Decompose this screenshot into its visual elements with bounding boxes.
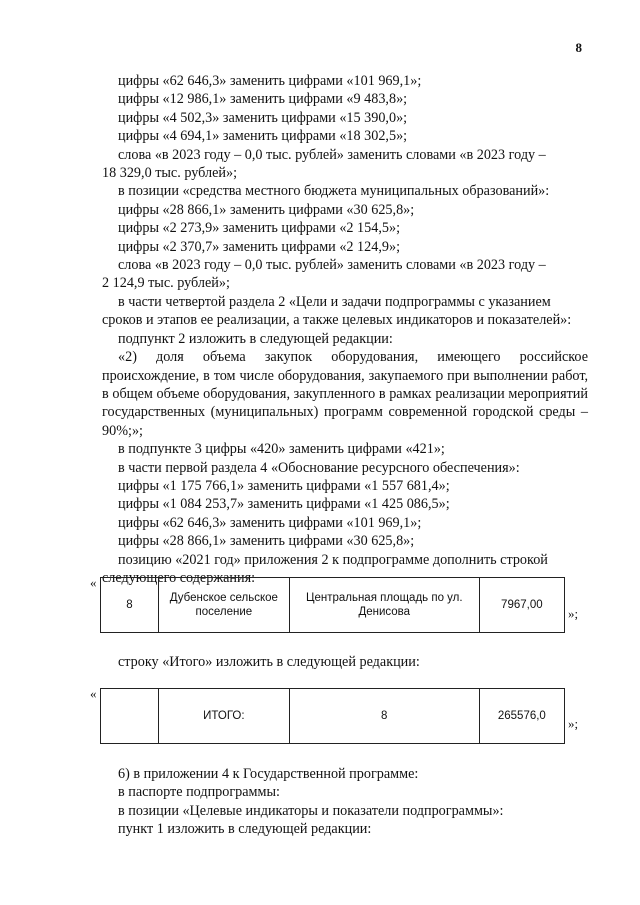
quote-close: »; (568, 716, 579, 731)
text-line: пункт 1 изложить в следующей редакции: (118, 821, 372, 838)
text-line: цифры «28 866,1» заменить цифрами «30 625,8»; (118, 201, 415, 218)
quote-close: »; (568, 606, 579, 621)
table-row (101, 578, 565, 633)
quote-open: « (90, 575, 97, 590)
text-line: позицию «2021 год» приложения 2 к подпрограмме дополнить строкой (118, 551, 548, 568)
text-line: подпункт 2 изложить в следующей редакции: (118, 330, 393, 347)
cell-count: 8 (289, 689, 479, 744)
text-line: сроков и этапов ее реализации, а также целевых индикаторов и показателей»: (102, 312, 572, 329)
text-line: цифры «62 646,3» заменить цифрами «101 969,1»; (118, 514, 422, 531)
table-total (100, 688, 565, 744)
text-line: в части четвертой раздела 2 «Цели и задачи подпрограммы с указанием (118, 293, 551, 310)
cell-amount: 265576,0 (479, 689, 564, 744)
cell-label: ИТОГО: (158, 689, 289, 744)
text-line: цифры «1 084 253,7» заменить цифрами «1 425 086,5»; (118, 496, 450, 513)
body-text (102, 72, 588, 587)
text-line: цифры «1 175 766,1» заменить цифрами «1 557 681,4»; (118, 477, 450, 494)
paragraph-dolya (102, 348, 588, 440)
cell-num: 8 (101, 578, 159, 633)
text-line: в паспорте подпрограммы: (118, 784, 280, 801)
table-row (101, 689, 565, 744)
text-line: в части первой раздела 4 «Обоснование ресурсного обеспечения»: (118, 459, 520, 476)
text-line: цифры «62 646,3» заменить цифрами «101 969,1»; (118, 73, 422, 89)
cell-num (101, 689, 159, 744)
text-line: 6) в приложении 4 к Государственной программе: (118, 766, 419, 782)
text-line: строку «Итого» изложить в следующей редакции: (118, 654, 420, 670)
cell-location: Центральная площадь по ул. Денисова (289, 578, 479, 633)
cell-settlement: Дубенское сельское поселение (158, 578, 289, 633)
page-number: 8 (575, 40, 582, 55)
text-line: слова «в 2023 году – 0,0 тыс. рублей» заменить словами «в 2023 году – (118, 146, 546, 163)
section-6 (118, 765, 588, 839)
table-addition (100, 577, 565, 633)
text-line: в позиции «средства местного бюджета муниципальных образований»: (118, 183, 550, 200)
text-line: цифры «12 986,1» заменить цифрами «9 483,8»; (118, 91, 408, 108)
quote-open: « (90, 686, 97, 701)
text-line: слова «в 2023 году – 0,0 тыс. рублей» заменить словами «в 2023 году – (118, 257, 546, 274)
text-line: 18 329,0 тыс. рублей»; (102, 165, 238, 182)
text-line: цифры «4 694,1» заменить цифрами «18 302,5»; (118, 128, 408, 145)
text-line: в позиции «Целевые индикаторы и показатели подпрограммы»: (118, 802, 504, 819)
text-line: в подпункте 3 цифры «420» заменить цифрами «421»; (118, 441, 445, 458)
text-line: цифры «2 370,7» заменить цифрами «2 124,9»; (118, 238, 401, 255)
text-line: цифры «2 273,9» заменить цифрами «2 154,5»; (118, 220, 401, 237)
text-line: цифры «4 502,3» заменить цифрами «15 390,0»; (118, 109, 408, 126)
text-line: цифры «28 866,1» заменить цифрами «30 625,8»; (118, 533, 415, 550)
text-line: 2 124,9 тыс. рублей»; (102, 275, 230, 292)
text-line: следующего содержания: (102, 569, 256, 586)
cell-amount: 7967,00 (479, 578, 564, 633)
dolya-text: «2) доля объема закупок оборудования, имеющего российское происхождение, в том числе оборудования, закупаемого при выполнении работ, в общем объеме оборудования, закупленного в рамках реализации мероприятий государственных (муниципальных) программ современной городской среды – 90%;»; (102, 349, 588, 439)
